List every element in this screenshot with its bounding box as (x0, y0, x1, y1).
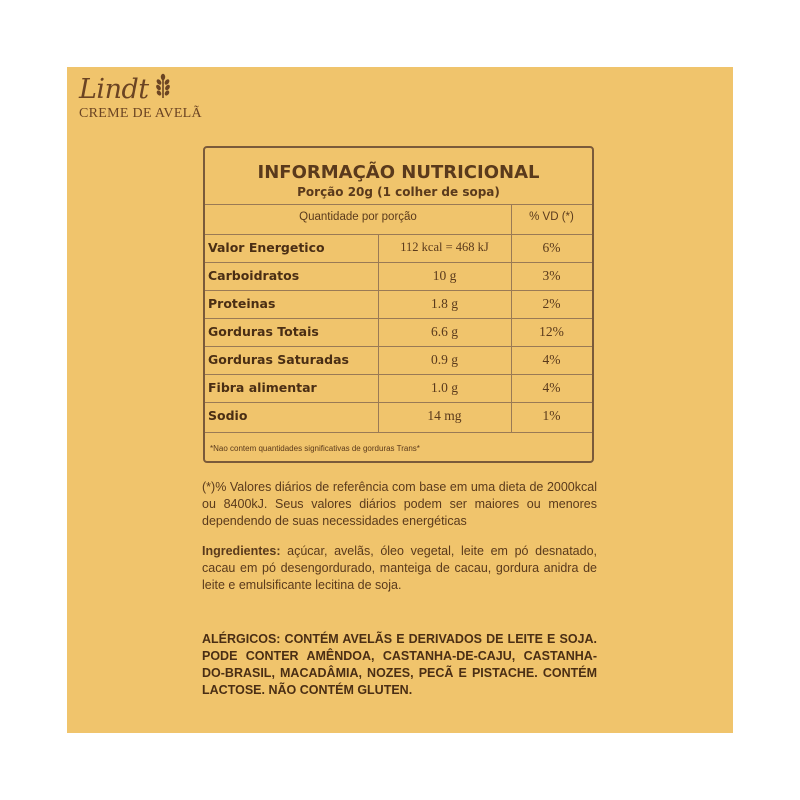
allergens-paragraph: ALÉRGICOS: CONTÉM AVELÃS E DERIVADOS DE LEITE E SOJA. PODE CONTER AMÊNDOA, CASTANHA-DE-CAJU, CASTANHA-DO-BRASIL, MACADÂMIA, NOZES, PECÃ E PISTACHE. CONTÉM LACTOSE. NÃO CONTÉM GLUTEN. (202, 632, 597, 697)
nutrient-quantity: 1.0 g (431, 380, 458, 395)
table-row (205, 262, 592, 290)
trans-fat-footnote: *Nao contem quantidades significativas de gorduras Trans* (210, 444, 420, 453)
table-row (205, 234, 592, 262)
table-row (205, 346, 592, 374)
nutrient-vd: 1% (542, 408, 561, 423)
nutrient-name: Fibra alimentar (208, 380, 317, 395)
nutrition-title: INFORMAÇÃO NUTRICIONAL (257, 162, 540, 183)
nutrition-table (203, 146, 594, 463)
divider (205, 432, 592, 433)
ingredients-label: Ingredientes: (202, 544, 281, 558)
nutrient-vd: 4% (542, 380, 561, 395)
header-quantity: Quantidade por porção (299, 211, 417, 223)
brand-block (79, 73, 202, 122)
nutrient-quantity: 0.9 g (431, 352, 458, 367)
table-row (205, 290, 592, 318)
nutrient-quantity: 10 g (432, 268, 457, 283)
brand-logo (79, 73, 202, 106)
nutrient-name: Sodio (208, 408, 248, 423)
nutrient-quantity: 1.8 g (431, 296, 458, 311)
brand-logo-text: Lindt (79, 74, 149, 105)
nutrient-name: Gorduras Saturadas (208, 352, 349, 367)
nutrient-vd: 2% (542, 296, 561, 311)
table-row (205, 402, 592, 430)
brand-subtitle: CREME DE AVELÃ (79, 106, 202, 121)
divider (205, 204, 592, 205)
ingredients-paragraph (202, 543, 597, 594)
portion-text: Porção 20g (1 colher de sopa) (297, 185, 500, 199)
nutrient-name: Carboidratos (208, 268, 300, 283)
nutrient-name: Gorduras Totais (208, 324, 319, 339)
nutrient-name: Valor Energetico (208, 240, 325, 255)
nutrient-vd: 4% (542, 352, 561, 367)
wheat-sprig-icon (153, 73, 173, 106)
table-row (205, 374, 592, 402)
header-vd: % VD (*) (529, 211, 574, 223)
label-panel (67, 67, 733, 733)
nutrient-quantity: 6.6 g (431, 324, 458, 339)
reference-note: (*)% Valores diários de referência com base em uma dieta de 2000kcal ou 8400kJ. Seus valores diários podem ser maiores ou menores dependendo de suas necessidades energéticas (202, 480, 597, 528)
nutrient-vd: 3% (542, 268, 561, 283)
nutrient-quantity: 112 kcal = 468 kJ (400, 240, 489, 254)
nutrient-vd: 12% (539, 324, 564, 339)
nutrient-vd: 6% (542, 240, 561, 255)
nutrient-quantity: 14 mg (427, 408, 462, 423)
nutrient-name: Proteinas (208, 296, 276, 311)
ingredients-text: açúcar, avelãs, óleo vegetal, leite em pó desnatado, cacau em pó desengordurado, manteiga de cacau, gordura anidra de leite e emulsificante lecitina de soja. (202, 544, 597, 592)
table-row (205, 318, 592, 346)
